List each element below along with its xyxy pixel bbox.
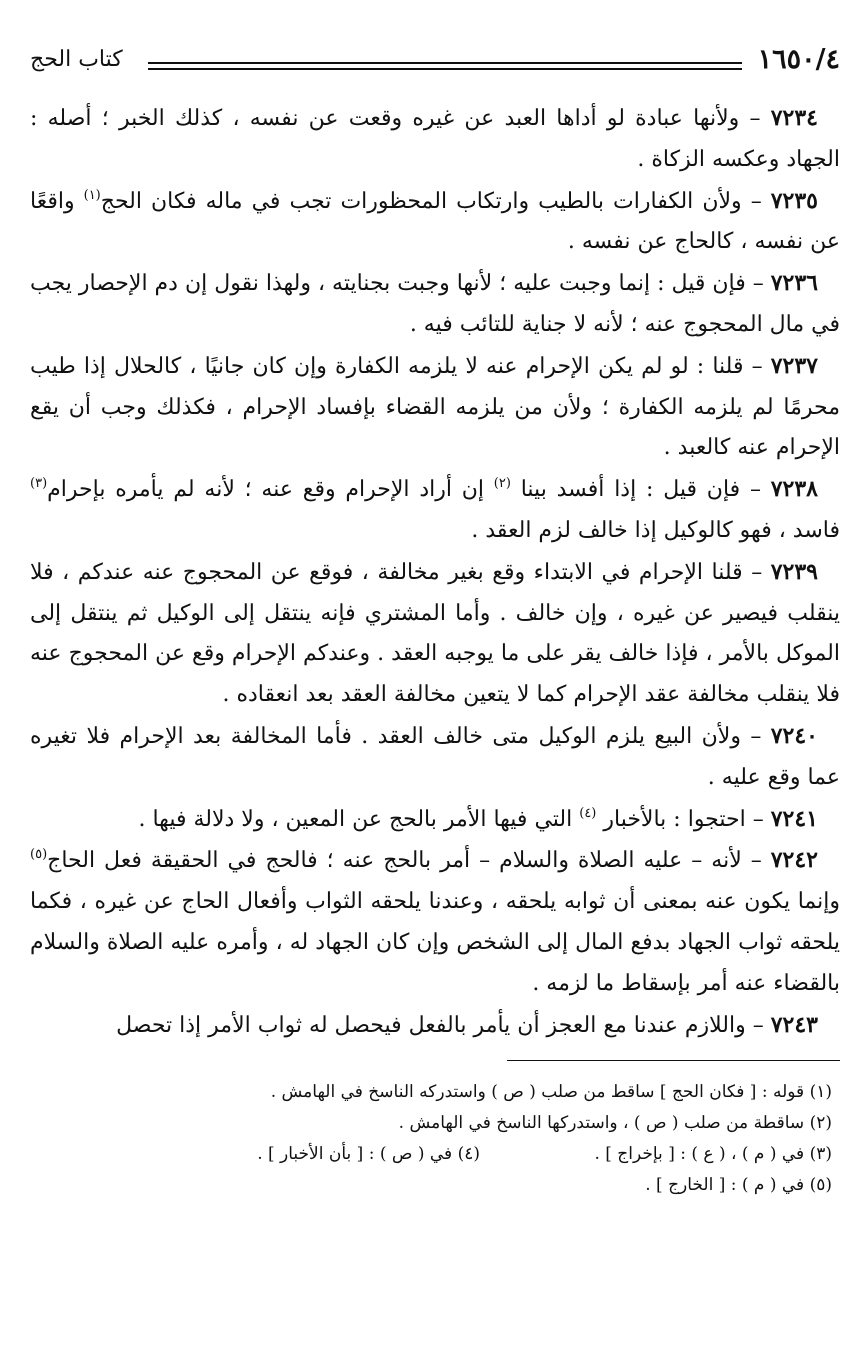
- paragraph-text: وإنما يكون عنه بمعنى أن ثوابه يلحقه ، وعندنا يلحقه الثواب وأفعال الحاج عن غيره ، فكما يلحقه ثواب الجهاد بدفع المال إلى الشخص وإن كان الجهاد له ، وأمره عليه الصلاة والسلام بالقضاء عنه أمر بإسقاط ما لزمه .: [30, 889, 840, 996]
- paragraph-number: ٧٢٣٦: [770, 270, 818, 297]
- footnote-marker: (٥): [30, 847, 48, 863]
- footnote-5: (٥) في ( م ) : [ الخارج ] .: [645, 1175, 832, 1196]
- footnote-row: [30, 1139, 832, 1170]
- footnotes: [30, 1077, 832, 1201]
- paragraph-7235: [30, 181, 840, 264]
- footnote-marker: (١): [83, 187, 101, 203]
- footnote-4: (٤) في ( ص ) : [ بأن الأخبار ] .: [257, 1144, 480, 1165]
- footnote-marker: (٣): [30, 476, 48, 492]
- footnote-3: (٣) في ( م ) ، ( ع ) : [ بإخراج ] .: [594, 1144, 832, 1165]
- paragraph-7234: [30, 98, 840, 181]
- paragraph-text: – فإن قيل : إنما وجبت عليه ؛ لأنها وجبت بجنايته ، ولهذا نقول إن دم الإحصار يجب في مال المحجوج عنه ؛ لأنه لا جناية للتائب فيه .: [29, 271, 840, 337]
- paragraph-text: – قلنا : لو لم يكن الإحرام عنه لا يلزمه الكفارة وإن كان جانيًا ، كالحلال إذا طيب محرمًا لم يلزمه الكفارة ؛ ولأن من يلزمه القضاء بإفساد الإحرام ، فكذلك وجب أن يقع الإحرام عنه كالعبد .: [30, 353, 840, 461]
- paragraph-number: ٧٢٤١: [770, 805, 818, 832]
- paragraph-text: إن أراد الإحرام وقع عنه ؛ لأنه لم يأمره بإحرام: [47, 477, 494, 503]
- paragraph-number: ٧٢٣٨: [770, 476, 818, 503]
- paragraph-number: ٧٢٣٥: [770, 187, 818, 214]
- paragraph-text: التي فيها الأمر بالحج عن المعين ، ولا دلالة فيها .: [138, 806, 580, 832]
- paragraph-text: فاسد ، فهو كالوكيل إذا خالف لزم العقد .: [471, 517, 840, 543]
- paragraph-7241: [30, 799, 840, 841]
- book-page: [30, 40, 840, 1201]
- paragraph-7236: [30, 263, 840, 346]
- paragraph-7237: [30, 346, 840, 469]
- main-text: [30, 98, 840, 1046]
- page-header: [30, 40, 840, 84]
- paragraph-number: ٧٢٤٢: [770, 847, 818, 874]
- paragraph-7238: [30, 469, 840, 552]
- footnote-separator: [507, 1060, 840, 1061]
- header-double-rule: [148, 62, 742, 70]
- paragraph-text: – قلنا الإحرام في الابتداء وقع بغير مخالفة ، فوقع عن المحجوج عنه عندكم ، فلا ينقلب فيصير عن غيره ، وإن خالف . وأما المشتري فإنه ينتقل إلى الوكيل ثم ينتقل إلى الموكل بالأمر ، فإذا خالف يقر على ما يوجبه العقد . وعندكم الإحرام وقع عن المحجوج عنه فلا ينقلب مخالفة عقد الإحرام كما لا يتعين مخالفة العقد بعد انعقاده .: [30, 559, 840, 708]
- footnote-2: (٢) ساقطة من صلب ( ص ) ، واستدركها الناسخ في الهامش .: [398, 1113, 832, 1134]
- paragraph-text: – لأنه – عليه الصلاة والسلام – أمر بالحج عنه ؛ فالحج في الحقيقة فعل الحاج: [47, 848, 771, 874]
- paragraph-text: – فإن قيل : إذا أفسد بينا: [510, 477, 771, 503]
- paragraph-number: ٧٢٣٩: [770, 558, 818, 585]
- paragraph-text: – واللازم عندنا مع العجز أن يأمر بالفعل فيحصل له ثواب الأمر إذا تحصل: [116, 1012, 771, 1038]
- footnote-1: (١) قوله : [ فكان الحج ] ساقط من صلب ( ص ) واستدركه الناسخ في الهامش .: [270, 1082, 832, 1103]
- paragraph-number: ٧٢٤٠: [770, 722, 818, 749]
- paragraph-text: – ولأن البيع يلزم الوكيل متى خالف العقد . فأما المخالفة بعد الإحرام فلا تغيره عما وقع عليه .: [30, 723, 840, 790]
- paragraph-number: ٧٢٣٤: [770, 105, 818, 131]
- paragraph-7240: [30, 716, 840, 799]
- paragraph-text: – ولأن الكفارات بالطيب وارتكاب المحظورات تجب في ماله فكان الحج: [100, 188, 771, 214]
- paragraph-number: ٧٢٤٣: [770, 1011, 818, 1038]
- footnote-marker: (٤): [579, 805, 597, 821]
- paragraph-text: واقعًا عن نفسه ، كالحاج عن نفسه .: [30, 188, 840, 255]
- paragraph-text: – ولأنها عبادة لو أداها العبد عن غيره وقعت عن نفسه ، كذلك الخبر ؛ أصله : الجهاد وعكسه الزكاة .: [30, 106, 840, 172]
- paragraph-7243: [30, 1005, 840, 1047]
- running-head: كتاب الحج: [30, 47, 123, 72]
- paragraph-number: ٧٢٣٧: [770, 352, 818, 379]
- footnote-marker: (٢): [493, 476, 511, 492]
- paragraph-7242: [30, 840, 840, 1004]
- paragraph-7239: [30, 552, 840, 716]
- page-number: ١٦٥٠/٤: [757, 44, 840, 75]
- paragraph-text: – احتجوا : بالأخبار: [596, 806, 771, 832]
